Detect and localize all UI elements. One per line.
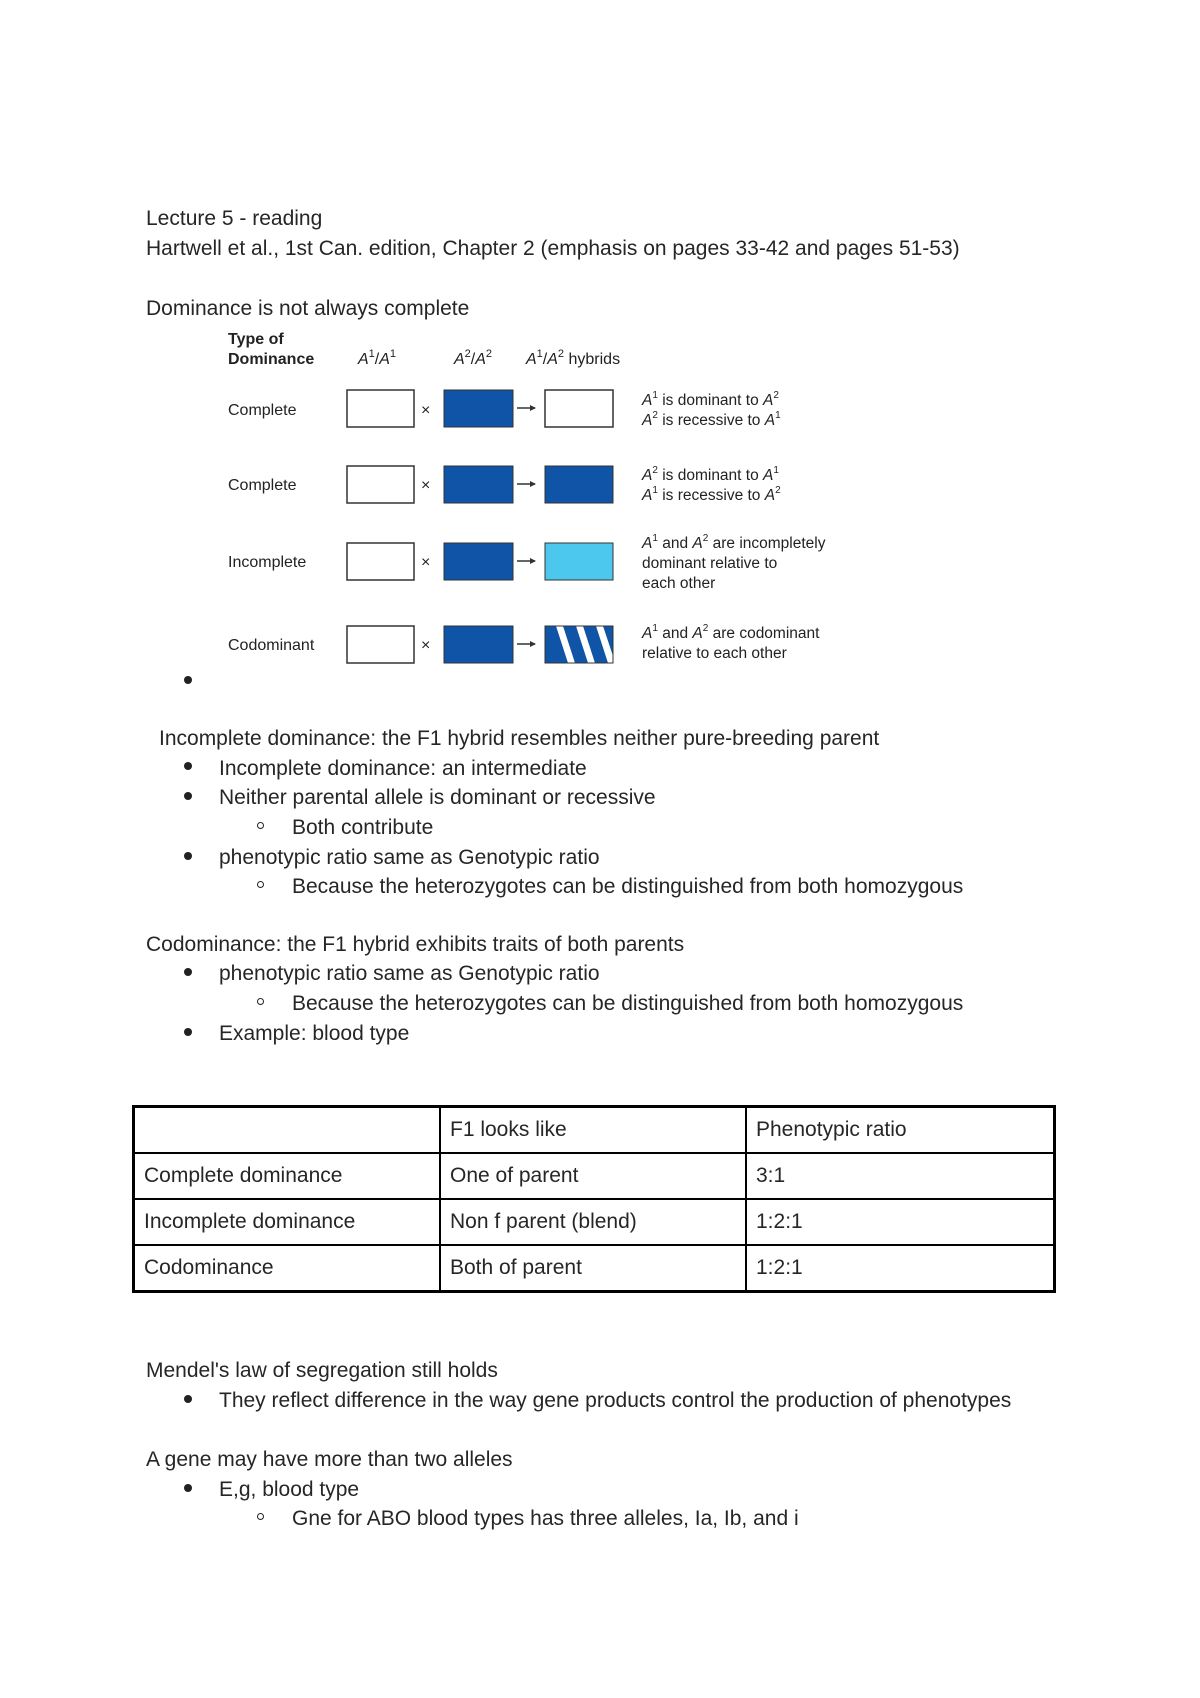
row-type-label: Incomplete (228, 554, 307, 571)
row-desc-line2: dominant relative to (642, 555, 778, 572)
table-cell: Codominance (134, 1245, 440, 1291)
table-cell: 1:2:1 (746, 1199, 1054, 1245)
table-row (134, 1245, 1054, 1291)
figure-header-a2a2: $A^2/A^2$ (454, 348, 493, 368)
sub-bullet (257, 1513, 264, 1520)
section-heading-segregation: Mendel's law of segregation still holds (146, 1359, 498, 1382)
dominance-summary-table (133, 1106, 1055, 1292)
parent-a1-box (347, 390, 414, 427)
row-desc-line1: $A^1$ is dominant to $A^2$ (642, 390, 779, 409)
sub-list-item: Both contribute (292, 816, 434, 839)
bullet (184, 1028, 192, 1036)
table-cell: 3:1 (746, 1153, 1054, 1199)
lecture-title: Lecture 5 - reading (146, 207, 323, 230)
cross-symbol: × (421, 402, 431, 419)
row-desc-line1: $A^1$ and $A^2$ are codominant (642, 623, 820, 642)
table-cell: One of parent (440, 1153, 746, 1199)
table-header-cell (134, 1107, 440, 1153)
sub-bullet (257, 822, 264, 829)
bullet (184, 968, 192, 976)
parent-a2-box (444, 543, 513, 580)
reading-reference: Hartwell et al., 1st Can. edition, Chapter 2 (emphasis on pages 33-42 and pages 51-53) (146, 237, 960, 260)
dominance-types-figure (220, 326, 880, 671)
hybrid-box-striped (545, 626, 613, 663)
table-header-row (134, 1107, 1054, 1153)
hybrid-box-white (545, 390, 613, 427)
sub-list-item: Because the heterozygotes can be distinguished from both homozygous (292, 992, 964, 1015)
section-heading-incomplete: Incomplete dominance: the F1 hybrid resembles neither pure-breeding parent (159, 727, 880, 750)
parent-a1-box (347, 543, 414, 580)
cross-symbol: × (421, 477, 431, 494)
empty-bullet (184, 676, 192, 684)
sub-bullet (257, 881, 264, 888)
bullet (184, 1484, 192, 1492)
figure-row-codominant (228, 623, 820, 663)
table-header-cell: F1 looks like (440, 1107, 746, 1153)
row-desc-line2: $A^2$ is recessive to $A^1$ (642, 410, 781, 429)
section-heading-dominance: Dominance is not always complete (146, 297, 470, 320)
cross-symbol: × (421, 554, 431, 571)
list-item: They reflect difference in the way gene products control the production of phenotypes (219, 1389, 1012, 1412)
row-desc-line1: $A^1$ and $A^2$ are incompletely (642, 533, 826, 552)
figure-row-incomplete (228, 533, 826, 592)
list-item: phenotypic ratio same as Genotypic ratio (219, 962, 600, 985)
figure-row-complete-a2 (228, 465, 781, 504)
list-item: Neither parental allele is dominant or recessive (219, 786, 656, 809)
table-cell: Non f parent (blend) (440, 1199, 746, 1245)
bullet (184, 792, 192, 800)
table-cell: Complete dominance (134, 1153, 440, 1199)
parent-a1-box (347, 466, 414, 503)
table-cell: 1:2:1 (746, 1245, 1054, 1291)
cross-symbol: × (421, 637, 431, 654)
table-row (134, 1199, 1054, 1245)
parent-a2-box (444, 466, 513, 503)
section-heading-alleles: A gene may have more than two alleles (146, 1448, 513, 1471)
hybrid-box-light (545, 543, 613, 580)
table-row (134, 1153, 1054, 1199)
sub-bullet (257, 998, 264, 1005)
figure-header-dominance: Dominance (228, 351, 315, 368)
figure-header-a1a1: $A^1/A^1$ (358, 348, 397, 368)
row-type-label: Codominant (228, 637, 315, 654)
row-type-label: Complete (228, 477, 297, 494)
section-heading-codominance: Codominance: the F1 hybrid exhibits traits of both parents (146, 933, 685, 956)
hybrid-box-dark (545, 466, 613, 503)
row-desc-line3: each other (642, 575, 716, 592)
list-item: Incomplete dominance: an intermediate (219, 757, 587, 780)
parent-a2-box (444, 390, 513, 427)
figure-header-hybrids: $A^1/A^2$ hybrids (526, 348, 621, 368)
row-desc-line2: relative to each other (642, 645, 787, 662)
table-cell: Both of parent (440, 1245, 746, 1291)
row-desc-line1: $A^2$ is dominant to $A^1$ (642, 465, 779, 484)
sub-list-item: Gne for ABO blood types has three alleles, Ia, Ib, and i (292, 1507, 799, 1530)
row-type-label: Complete (228, 402, 297, 419)
list-item: phenotypic ratio same as Genotypic ratio (219, 846, 600, 869)
table-header-cell: Phenotypic ratio (746, 1107, 1054, 1153)
list-item: Example: blood type (219, 1022, 410, 1045)
list-item: E,g, blood type (219, 1478, 360, 1501)
bullet (184, 762, 192, 770)
bullet (184, 852, 192, 860)
figure-header-type: Type of (228, 331, 284, 348)
bullet (184, 1395, 192, 1403)
parent-a2-box (444, 626, 513, 663)
row-desc-line2: $A^1$ is recessive to $A^2$ (642, 485, 781, 504)
figure-row-complete-a1 (228, 390, 781, 429)
parent-a1-box (347, 626, 414, 663)
sub-list-item: Because the heterozygotes can be distinguished from both homozygous (292, 875, 964, 898)
table-cell: Incomplete dominance (134, 1199, 440, 1245)
